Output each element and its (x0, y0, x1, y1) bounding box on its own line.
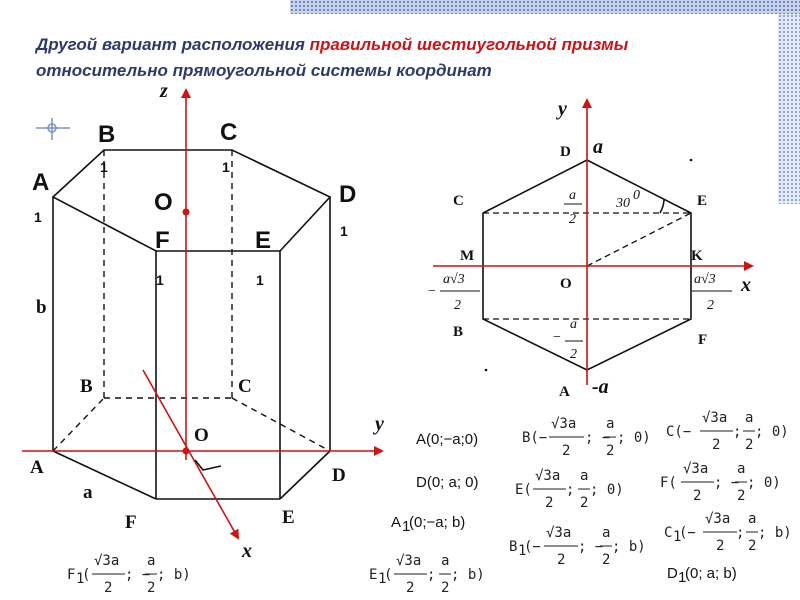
coordinates-list (67, 410, 792, 596)
top-face (53, 150, 330, 251)
hex-label-a: A (559, 384, 570, 400)
coord-e (515, 468, 624, 511)
frac-num: a√3 (694, 272, 716, 287)
dashed-oe (587, 213, 691, 266)
title-highlight: правильной шестиугольной призмы (309, 35, 629, 54)
coord-mid: ; − (125, 567, 151, 583)
coord-num: √3a (546, 525, 572, 541)
coord-sub: 1 (76, 571, 85, 587)
coord-a1-sub: 1 (402, 518, 411, 535)
hex-label-m: M (460, 248, 475, 264)
coord-num: √3a (94, 553, 120, 569)
frac-num: a√3 (443, 272, 465, 287)
coord-den2: 2 (147, 580, 156, 596)
coord-den2: 2 (580, 495, 589, 511)
label-a1: A (32, 169, 50, 196)
coord-pre: C(− (666, 424, 692, 440)
coord-pre: E( (515, 482, 532, 498)
coord-pre: E (369, 567, 378, 583)
label-e1: E (255, 227, 272, 254)
coord-den2: 2 (441, 580, 450, 596)
coord-mid: ; (736, 525, 745, 541)
coord-num2: a (441, 553, 450, 569)
label-top-center: O (154, 189, 173, 216)
angle-unit: 0 (633, 188, 640, 203)
coord-a1-rest: (0;−a; b) (409, 514, 466, 531)
frac-num: a (569, 188, 576, 203)
angle-value: 30 (616, 196, 630, 211)
axis-x-label: x (242, 540, 252, 562)
label-a: A (30, 457, 44, 478)
label-d1-sub: 1 (340, 223, 348, 239)
coord-num2: a (602, 525, 611, 541)
axis-y-label: y (375, 413, 384, 435)
label-height-b: b (36, 297, 47, 318)
coord-den: 2 (716, 538, 725, 554)
coord-den: 2 (545, 495, 554, 511)
coord-c1 (664, 511, 792, 554)
coord-num2: a (147, 553, 156, 569)
coord-d1 (667, 565, 737, 586)
coord-num: √3a (702, 410, 728, 426)
frac-neg-sqrt3 (427, 272, 480, 313)
coord-num2: a (737, 461, 746, 477)
coord-pre: F (67, 567, 76, 583)
coord-num2: a (748, 511, 757, 527)
title-prefix: Другой вариант расположения (36, 35, 310, 54)
coord-pre: B (509, 539, 518, 555)
coord-den: 2 (693, 488, 702, 504)
coord-mid: ; (566, 482, 575, 498)
dot (690, 159, 693, 162)
coord-mid: ; − (585, 430, 611, 446)
label-e1-sub: 1 (256, 272, 264, 288)
edge-af (53, 451, 156, 499)
label-e: E (282, 507, 295, 528)
hex-axis-y-label: y (558, 98, 567, 120)
dot (485, 369, 488, 372)
corner-mark (36, 118, 70, 140)
hidden-edge-ab (53, 398, 104, 451)
axis-z-label: z (160, 80, 168, 102)
coord-post: ; b) (612, 539, 646, 555)
hex-mark-neg-a: -a (592, 376, 609, 398)
coord-d1-rest: (0; a; b) (685, 565, 737, 582)
coord-b1 (509, 525, 646, 568)
coord-c (666, 410, 789, 453)
coord-mid: ; − (714, 475, 740, 491)
coord-pre: F( (660, 475, 677, 491)
hex-label-o: O (560, 276, 572, 292)
top-center-dot (183, 209, 190, 216)
coord-den: 2 (406, 580, 415, 596)
hex-label-f: F (698, 332, 708, 348)
coord-pre2: ( (384, 567, 393, 583)
frac-den: 2 (454, 298, 461, 313)
coord-mid: ; (427, 567, 436, 583)
coord-mid: ; − (578, 539, 604, 555)
coord-mid: ; (733, 424, 742, 440)
x-axis (143, 370, 238, 538)
label-c1-sub: 1 (222, 159, 230, 175)
coord-den2: 2 (606, 443, 615, 459)
coord-den: 2 (557, 552, 566, 568)
coord-post: ; 0) (755, 424, 789, 440)
frac-den: 2 (570, 347, 577, 362)
edge-ed (280, 451, 330, 499)
coord-num: √3a (551, 416, 577, 432)
frac-den: 2 (569, 212, 576, 227)
coord-pre: B(− (522, 430, 548, 446)
label-f1-sub: 1 (156, 272, 164, 288)
label-f: F (125, 512, 137, 533)
coord-den2: 2 (737, 488, 746, 504)
label-a1-sub: 1 (34, 209, 42, 225)
coord-sub: 1 (673, 529, 682, 545)
hex-label-e: E (697, 193, 708, 209)
coord-post: ; b) (157, 567, 191, 583)
label-bottom-center: O (194, 425, 209, 446)
angle-label (615, 188, 640, 211)
frac-den: 2 (707, 298, 714, 313)
hex-label-k: K (691, 248, 703, 264)
coord-post: ; 0) (617, 430, 651, 446)
coord-num2: a (580, 468, 589, 484)
coord-den2: 2 (602, 552, 611, 568)
hexagon-figure (427, 98, 752, 400)
coord-den2: 2 (748, 538, 757, 554)
coord-a1-base: A (391, 514, 402, 531)
angle-arc (660, 200, 664, 213)
label-side-a: a (83, 482, 93, 503)
hex-label-d: D (560, 144, 571, 160)
label-f1: F (155, 227, 170, 254)
coord-post: ; 0) (747, 475, 781, 491)
title-line2: относительно прямоугольной системы координат (36, 61, 492, 80)
coord-num: √3a (396, 553, 422, 569)
coord-post: ; b) (758, 525, 792, 541)
coord-num: √3a (705, 511, 731, 527)
coord-e1 (369, 553, 485, 596)
hex-mark-a: a (593, 136, 603, 158)
coord-den: 2 (104, 580, 113, 596)
frac-pos-sqrt3 (692, 272, 732, 313)
coord-pre2: (− (524, 539, 541, 555)
coord-d: D(0; a; 0) (416, 474, 479, 491)
coord-num2: a (606, 416, 615, 432)
label-c1: C (220, 119, 238, 146)
coord-d1-base: D (667, 565, 678, 582)
coord-pre2: (− (679, 525, 696, 541)
frac-pos-half (564, 188, 582, 227)
coord-f (660, 461, 781, 504)
coord-pre2: ( (82, 567, 91, 583)
coord-sub: 1 (378, 571, 387, 587)
bottom-center-dot (183, 448, 190, 455)
label-b1-sub: 1 (100, 159, 108, 175)
coord-num: √3a (535, 468, 561, 484)
frac-sign: − (552, 330, 562, 345)
hex-label-c: C (453, 193, 464, 209)
label-d: D (332, 465, 346, 486)
coord-num: √3a (683, 461, 709, 477)
prism-figure (22, 80, 384, 562)
coord-post: ; 0) (590, 482, 624, 498)
label-c: C (238, 376, 252, 397)
coord-a: A(0;−a;0) (416, 431, 479, 448)
frac-sign: − (427, 284, 437, 299)
coord-post: ; b) (451, 567, 485, 583)
hidden-edge-cd (232, 398, 330, 451)
coord-pre: C (664, 525, 673, 541)
coord-num2: a (745, 410, 754, 426)
coord-b (522, 416, 651, 459)
hex-axis-x-label: x (741, 274, 751, 296)
coord-sub: 1 (518, 543, 527, 559)
coord-den2: 2 (745, 437, 754, 453)
coord-f1 (67, 553, 191, 596)
coord-den: 2 (712, 437, 721, 453)
label-b1: B (98, 121, 116, 148)
hex-label-b: B (453, 324, 464, 340)
coord-d1-sub: 1 (678, 569, 687, 586)
label-d1: D (339, 181, 357, 208)
frac-num: a (570, 317, 577, 332)
label-b: B (80, 376, 93, 397)
coord-a1 (391, 514, 465, 535)
coord-den: 2 (562, 443, 571, 459)
